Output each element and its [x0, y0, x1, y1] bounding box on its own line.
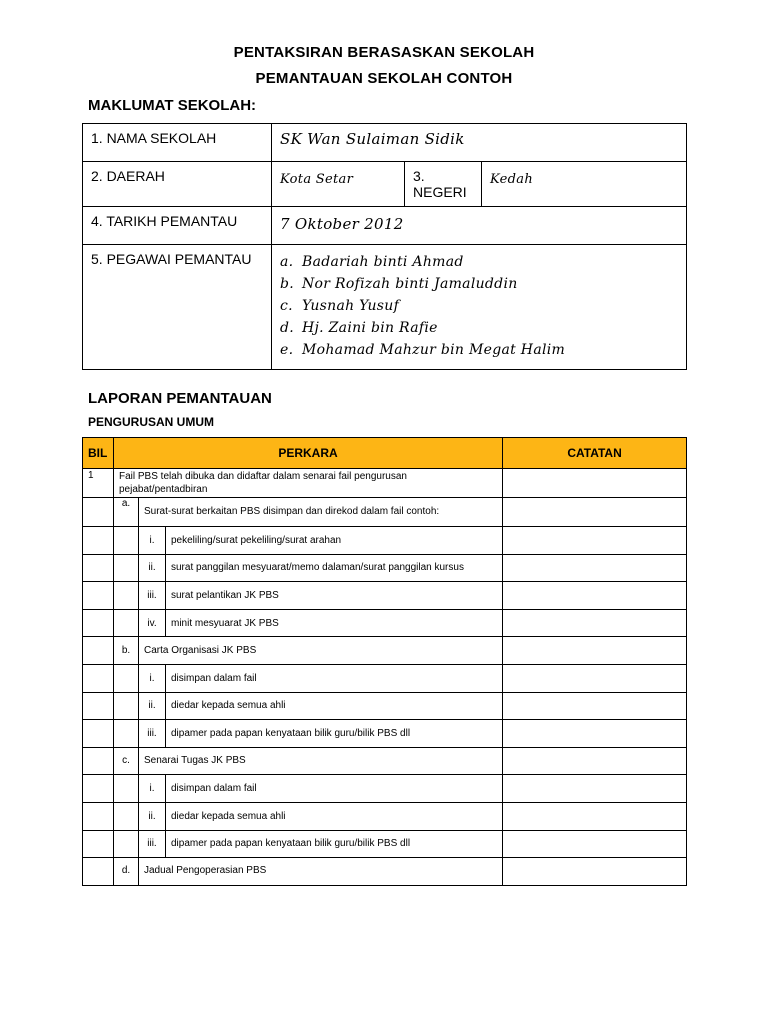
- negeri-label: 3. NEGERI: [405, 162, 482, 207]
- table-row: [83, 609, 687, 637]
- perkara-cell: surat panggilan mesyuarat/memo dalaman/surat panggilan kursus: [166, 554, 503, 582]
- bil-cell: [83, 720, 114, 748]
- maklumat-heading: MAKLUMAT SEKOLAH:: [88, 97, 257, 114]
- officer-name: Hj. Zaini bin Rafie: [302, 320, 438, 336]
- sub-letter-cell: d.: [114, 858, 139, 886]
- officer-item: [280, 251, 678, 273]
- officer-name: Badariah binti Ahmad: [302, 254, 464, 270]
- tarikh-label: 4. TARIKH PEMANTAU: [83, 207, 272, 245]
- perkara-cell: Fail PBS telah dibuka dan didaftar dalam senarai fail pengurusan pejabat/pentadbiran: [114, 469, 503, 498]
- bil-cell: [83, 498, 114, 527]
- bil-cell: [83, 830, 114, 858]
- catatan-cell: [503, 747, 687, 775]
- col-perkara: PERKARA: [114, 438, 503, 469]
- officer-name: Mohamad Mahzur bin Megat Halim: [302, 342, 566, 358]
- col-catatan: CATATAN: [503, 438, 687, 469]
- table-row: [83, 747, 687, 775]
- bil-cell: [83, 858, 114, 886]
- officer-name: Nor Rofizah binti Jamaluddin: [302, 276, 518, 292]
- officer-list: [280, 251, 678, 361]
- perkara-cell: minit mesyuarat JK PBS: [166, 609, 503, 637]
- info-row-tarikh: [83, 207, 687, 245]
- officer-letter: a.: [280, 254, 294, 270]
- bil-cell: [83, 527, 114, 555]
- bil-cell: [83, 637, 114, 665]
- sub-letter-cell: [114, 775, 139, 803]
- sub-letter-cell: [114, 720, 139, 748]
- bil-cell: [83, 692, 114, 720]
- info-row-nama: [83, 124, 687, 162]
- sub-letter-cell: [114, 664, 139, 692]
- perkara-cell: pekeliling/surat pekeliling/surat arahan: [166, 527, 503, 555]
- tarikh-value: 7 Oktober 2012: [272, 207, 687, 245]
- perkara-cell: diedar kepada semua ahli: [166, 802, 503, 830]
- item-no-cell: iii.: [139, 830, 166, 858]
- laporan-heading: LAPORAN PEMANTAUAN: [88, 390, 272, 407]
- bil-cell: [83, 664, 114, 692]
- info-row-pegawai: [83, 245, 687, 370]
- document-subtitle: PEMANTAUAN SEKOLAH CONTOH: [255, 70, 513, 87]
- catatan-cell: [503, 527, 687, 555]
- officer-letter: b.: [280, 276, 295, 292]
- catatan-cell: [503, 692, 687, 720]
- table-row: [83, 664, 687, 692]
- bil-cell: 1: [83, 469, 114, 498]
- table-row: [83, 582, 687, 610]
- table-row: [83, 527, 687, 555]
- officer-item: [280, 339, 678, 361]
- item-no-cell: i.: [139, 775, 166, 803]
- catatan-cell: [503, 498, 687, 527]
- catatan-cell: [503, 858, 687, 886]
- perkara-cell: dipamer pada papan kenyataan bilik guru/bilik PBS dll: [166, 720, 503, 748]
- catatan-cell: [503, 554, 687, 582]
- catatan-cell: [503, 802, 687, 830]
- col-bil: BIL: [83, 438, 114, 469]
- perkara-cell: Senarai Tugas JK PBS: [139, 747, 503, 775]
- perkara-cell: Surat-surat berkaitan PBS disimpan dan direkod dalam fail contoh:: [139, 498, 503, 527]
- bil-cell: [83, 582, 114, 610]
- sub-letter-cell: [114, 527, 139, 555]
- catatan-cell: [503, 664, 687, 692]
- nama-value: SK Wan Sulaiman Sidik: [272, 124, 687, 162]
- table-row: [83, 692, 687, 720]
- item-no-cell: i.: [139, 664, 166, 692]
- table-row: [83, 775, 687, 803]
- officer-item: [280, 317, 678, 339]
- officer-item: [280, 295, 678, 317]
- perkara-cell: Jadual Pengoperasian PBS: [139, 858, 503, 886]
- catatan-cell: [503, 469, 687, 498]
- report-table: [82, 437, 687, 886]
- item-no-cell: ii.: [139, 802, 166, 830]
- bil-cell: [83, 609, 114, 637]
- nama-label: 1. NAMA SEKOLAH: [83, 124, 272, 162]
- catatan-cell: [503, 582, 687, 610]
- item-no-cell: iii.: [139, 720, 166, 748]
- sub-letter-cell: [114, 802, 139, 830]
- sub-letter-cell: c.: [114, 747, 139, 775]
- officer-letter: c.: [280, 298, 293, 314]
- table-row: [83, 802, 687, 830]
- item-no-cell: ii.: [139, 554, 166, 582]
- perkara-cell: disimpan dalam fail: [166, 664, 503, 692]
- bil-cell: [83, 747, 114, 775]
- catatan-cell: [503, 775, 687, 803]
- sub-letter-cell: [114, 830, 139, 858]
- perkara-cell: disimpan dalam fail: [166, 775, 503, 803]
- item-no-cell: i.: [139, 527, 166, 555]
- bil-cell: [83, 554, 114, 582]
- table-row: [83, 637, 687, 665]
- officer-letter: e.: [280, 342, 294, 358]
- officer-item: [280, 273, 678, 295]
- pegawai-cell: [272, 245, 687, 370]
- catatan-cell: [503, 609, 687, 637]
- officer-name: Yusnah Yusuf: [302, 298, 400, 314]
- perkara-cell: diedar kepada semua ahli: [166, 692, 503, 720]
- catatan-cell: [503, 830, 687, 858]
- item-no-cell: iv.: [139, 609, 166, 637]
- catatan-cell: [503, 720, 687, 748]
- sub-letter-cell: b.: [114, 637, 139, 665]
- table-row: [83, 858, 687, 886]
- bil-cell: [83, 775, 114, 803]
- daerah-label: 2. DAERAH: [83, 162, 272, 207]
- table-row: [83, 554, 687, 582]
- sub-letter-cell: [114, 554, 139, 582]
- table-row: [83, 498, 687, 527]
- table-row: [83, 830, 687, 858]
- table-row: [83, 720, 687, 748]
- bil-cell: [83, 802, 114, 830]
- item-no-cell: iii.: [139, 582, 166, 610]
- school-info-table: [82, 123, 687, 370]
- perkara-cell: surat pelantikan JK PBS: [166, 582, 503, 610]
- sub-letter-cell: [114, 692, 139, 720]
- negeri-value: Kedah: [482, 162, 687, 207]
- report-header-row: [83, 438, 687, 469]
- pegawai-label: 5. PEGAWAI PEMANTAU: [83, 245, 272, 370]
- catatan-cell: [503, 637, 687, 665]
- officer-letter: d.: [280, 320, 295, 336]
- perkara-cell: dipamer pada papan kenyataan bilik guru/bilik PBS dll: [166, 830, 503, 858]
- sub-letter-cell: a.: [114, 498, 139, 527]
- perkara-cell: Carta Organisasi JK PBS: [139, 637, 503, 665]
- sub-letter-cell: [114, 609, 139, 637]
- sub-letter-cell: [114, 582, 139, 610]
- daerah-value: Kota Setar: [272, 162, 405, 207]
- document-title: PENTAKSIRAN BERASASKAN SEKOLAH: [233, 44, 535, 61]
- item-no-cell: ii.: [139, 692, 166, 720]
- laporan-subheading: PENGURUSAN UMUM: [88, 415, 214, 429]
- info-row-daerah: [83, 162, 687, 207]
- table-row: [83, 469, 687, 498]
